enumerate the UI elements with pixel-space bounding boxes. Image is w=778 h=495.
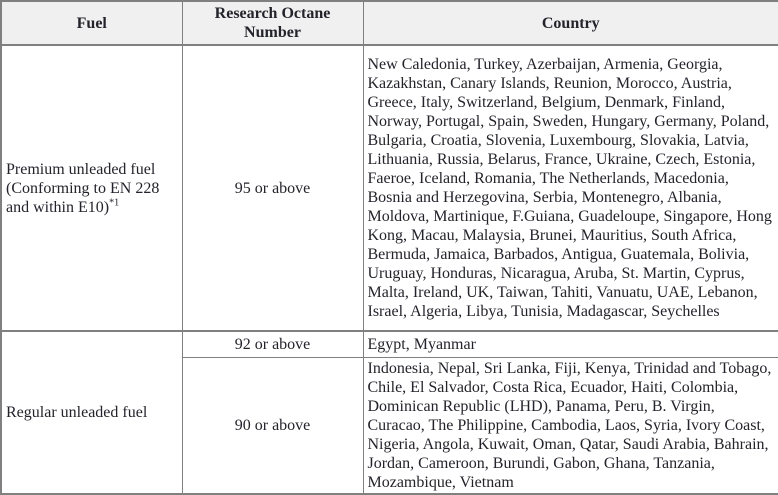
table-row-premium	[1, 45, 778, 331]
cell-fuel-premium	[1, 45, 182, 331]
header-fuel: Fuel	[1, 1, 182, 45]
cell-countries-90: Indonesia, Nepal, Sri Lanka, Fiji, Kenya, Trinidad and Tobago, Chile, El Salvador, Costa Rica, Ecuador, Haiti, Colombia, Dominican Republic (LHD), Panama, Peru, B. Virgin, Curacao, The Philippine, Cambodia, Laos, Syria, Ivory Coast, Nigeria, Angola, Kuwait, Oman, Qatar, Saudi Arabia, Bahrain, Jordan, Cameroon, Burundi, Gabon, Ghana, Tanzania, Mozambique, Vietnam	[363, 357, 778, 494]
table-row-regular-92	[1, 331, 778, 357]
cell-octane-90: 90 or above	[182, 357, 363, 494]
header-research-octane-number: Research Octane Number	[182, 1, 363, 45]
table-header-row	[1, 1, 778, 45]
cell-fuel-regular: Regular unleaded fuel	[1, 331, 182, 494]
cell-octane-95: 95 or above	[182, 45, 363, 331]
footnote-marker: *1	[109, 197, 120, 209]
header-country: Country	[363, 1, 778, 45]
cell-octane-92: 92 or above	[182, 331, 363, 357]
cell-countries-92: Egypt, Myanmar	[363, 331, 778, 357]
cell-countries-95: New Caledonia, Turkey, Azerbaijan, Armenia, Georgia, Kazakhstan, Canary Islands, Reunion, Morocco, Austria, Greece, Italy, Switzerland, Belgium, Denmark, Finland, Norway, Portugal, Spain, Sweden, Hungary, Germany, Poland, Bulgaria, Croatia, Slovenia, Luxembourg, Slovakia, Latvia, Lithuania, Russia, Belarus, France, Ukraine, Czech, Estonia, Faeroe, Iceland, Romania, The Netherlands, Macedonia, Bosnia and Herzegovina, Serbia, Montenegro, Albania, Moldova, Martinique, F.Guiana, Guadeloupe, Singapore, Hong Kong, Macau, Malaysia, Brunei, Mauritius, South Africa, Bermuda, Jamaica, Barbados, Antigua, Guatemala, Bolivia, Uruguay, Honduras, Nicaragua, Aruba, St. Martin, Cyprus, Malta, Ireland, UK, Taiwan, Tahiti, Vanuatu, UAE, Lebanon, Israel, Algeria, Libya, Tunisia, Madagascar, Seychelles	[363, 45, 778, 331]
premium-fuel-label: Premium unleaded fuel (Conforming to EN 228 and within E10)	[6, 160, 160, 216]
